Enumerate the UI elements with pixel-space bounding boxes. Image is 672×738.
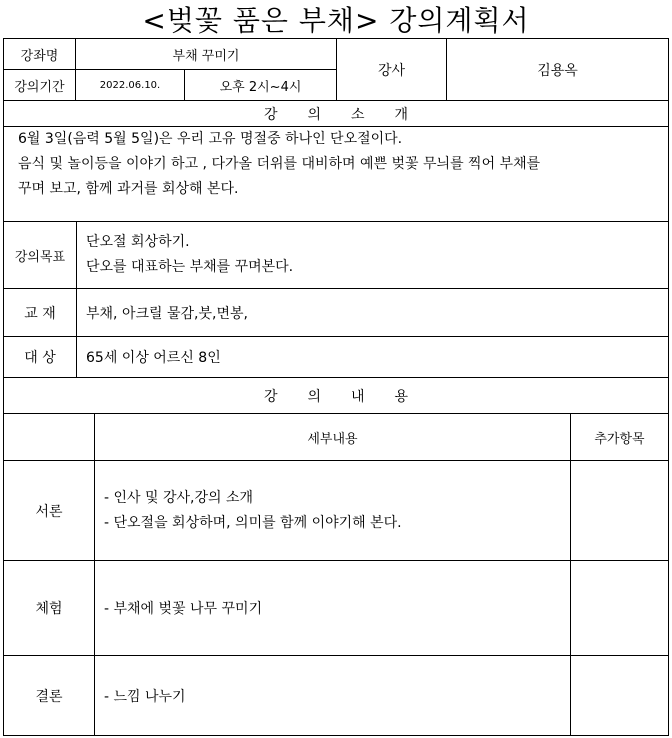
intro-line: 음식 및 놀이등을 이야기 하고 , 다가올 더위를 대비하며 예쁜 벚꽃 무늬를 찍어 부채를	[18, 156, 541, 172]
intro-line: 6월 3일(음력 5월 5일)은 우리 고유 명절중 하나인 단오절이다.	[18, 131, 403, 147]
goal-line: 단오를 대표하는 부채를 꾸며본다.	[86, 259, 294, 275]
content-header: 강의내용	[263, 388, 439, 405]
col-extra-header: 추가항목	[594, 431, 645, 447]
row-intro-detail	[104, 486, 564, 546]
row-intro-name: 서론	[35, 503, 63, 520]
period-label: 강의기간	[14, 79, 65, 95]
row-experience-name: 체험	[35, 601, 63, 617]
goal-label: 강의목표	[14, 249, 66, 265]
divider	[94, 413, 95, 736]
divider	[3, 221, 669, 222]
target-value: 65세 이상 어르신 8인	[86, 350, 221, 366]
row-intro-extra	[571, 461, 668, 560]
target-label: 대 상	[24, 350, 56, 366]
course-label: 강좌명	[20, 48, 59, 64]
row-experience-extra	[571, 561, 668, 655]
materials-label: 교 재	[24, 305, 56, 322]
goal-text	[86, 230, 666, 284]
intro-line: 꾸며 보고, 함께 과거를 회상해 본다.	[18, 181, 239, 197]
goal-line: 단오절 회상하기.	[86, 234, 190, 250]
detail-line: - 단오절을 회상하며, 의미를 함께 이야기해 본다.	[104, 515, 402, 531]
instructor-value: 김용옥	[537, 62, 578, 79]
materials-value: 부채, 아크릴 물감,붓,면봉,	[86, 305, 248, 322]
instructor-label: 강사	[377, 62, 406, 79]
row-conclusion-extra	[571, 656, 668, 735]
date-value: 2022.06.10.	[99, 79, 161, 91]
course-value: 부채 꾸미기	[172, 48, 240, 64]
page-title: <벚꽃 품은 부채> 강의계획서	[142, 4, 530, 37]
table-border-right	[668, 38, 669, 736]
row-conclusion-name: 결론	[35, 688, 63, 705]
row-experience-detail: - 부채에 벚꽃 나무 꾸미기	[104, 601, 263, 617]
divider	[76, 221, 77, 378]
row-conclusion-detail: - 느낌 나누기	[104, 688, 186, 705]
detail-line: - 인사 및 강사,강의 소개	[104, 490, 254, 506]
intro-header: 강의소개	[263, 106, 439, 123]
time-value: 오후 2시~4시	[219, 79, 302, 95]
intro-text	[18, 127, 666, 221]
col-detail-header: 세부내용	[307, 431, 358, 447]
